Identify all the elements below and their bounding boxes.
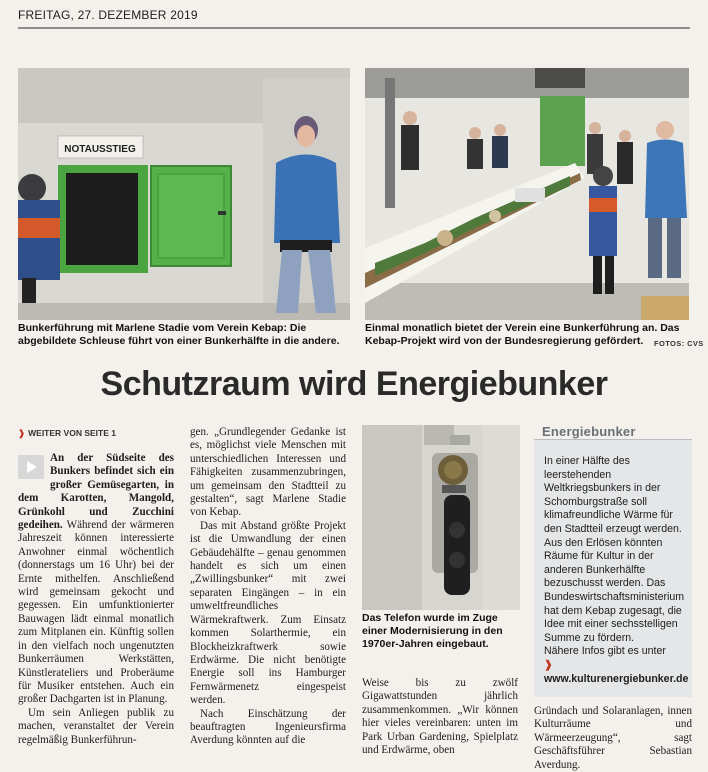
photo-telephone-caption: Das Telefon wurde im Zuge einer Modernisierung in den 1970er-Jahren eingebaut. — [362, 612, 503, 650]
info-box-text — [544, 455, 689, 686]
info-box — [534, 425, 692, 697]
info-box-link[interactable]: www.kulturenergiebunker.de — [544, 672, 689, 685]
photo-bunker-model — [365, 68, 689, 320]
article-column-4 — [534, 705, 692, 772]
article-headline: Schutzraum wird Energiebunker — [100, 365, 608, 403]
article-col2-paragraph-3: Nach Einschätzung der beauftragten Ingenieursfirma Averdung könnten auf die — [190, 707, 346, 747]
info-box-more: Nähere Infos gibt es unter — [544, 645, 666, 658]
photo-telephone — [362, 425, 520, 610]
info-box-body: In einer Hälfte des leerstehenden Weltkriegsbunkers in der Schomburgstraße soll klimafreundliche Wärme für den Stadtteil erzeugt werden. Aus den Erlösen könnten Räume für Kultur in der anderen Bunkerhälfte bezuschusst werden. Das Bundeswirtschaftsministerium hat dem Kebap zugesagt, die Idee mit einer sechsstelligen Summe zu fördern. — [544, 455, 685, 644]
article-col1-paragraph-2: Um sein Anliegen publik zu machen, veranstaltet der Verein regelmäßig Bunkerführun- — [18, 706, 174, 746]
article-col2-paragraph-2: Das mit Abstand größte Projekt ist die Umwandlung der einen Gebäudehälfte – genau genommen handelt es sich um einen „Zwillingsbunker“ mit zwei separaten Eingängen – in ein umweltfreundliches Wärmekraftwerk. Zum Einsatz kommen Solarthermie, ein Blockheizkraftwerk sowie Erdwärme. Die nicht benötigte Energie soll ins Hamburger Fernwärmenetz eingespeist werden. — [190, 519, 346, 707]
notausstieg-sign: NOTAUSSTIEG — [64, 144, 136, 155]
article-col1-text: Während der wärmeren Jahreszeit können interessierte Anwohner einmal wöchentlich (donnerstags um 16 Uhr) bei der Ernte mithelfen. Anschließend wird gemeinsam gekocht und gegessen. Ein umfunktionierter Bauwagen lädt einmal monatlich zum Mitplanen ein. Künftig sollen in den vielfach noch ungenutzten Bunkerräumen Werkstätten, Künstlerateliers und Proberäume für Musiker entstehen. Auch ein großer Dachgarten ist in Planung. — [18, 519, 174, 706]
photo-credit: FOTOS: CVS — [654, 339, 704, 348]
article-col3-paragraph-1: Weise bis zu zwölf Gigawattstunden jährlich zusammenkommen. „Wir können hier vieles vereinbaren: unten im Park Urban Gardening, Spielplatz und Erdwärme, oben — [362, 677, 518, 757]
photo-bunker-hatch-caption: Bunkerführung mit Marlene Stadie vom Verein Kebap: Die abgebildete Schleuse führt von einer Bunkerhälfte in die andere. — [18, 322, 340, 347]
header-rule — [18, 27, 690, 29]
article-column-1 — [18, 452, 174, 747]
continued-from-kicker — [18, 428, 116, 439]
photo-bunker-model-caption: Einmal monatlich bietet der Verein eine Bunkerführung an. Das Kebap-Projekt wird von der Bundesregierung gefördert. — [365, 322, 680, 347]
article-lead: An der Südseite des Bunkers befindet sich ein großer Gemüsegarten, in dem Karotten, Mangold, Grünkohl und Zucchini gedeihen. — [18, 452, 174, 532]
info-box-title: Energiebunker — [534, 424, 692, 440]
play-icon — [18, 455, 44, 479]
photo-bunker-hatch — [18, 68, 350, 320]
article-col4-paragraph-1: Gründach und Solaranlagen, innen Kulturräume und Wärmeerzeugung“, sagt Geschäftsführer Sebastian Averdung. — [534, 705, 692, 771]
article-column-2 — [190, 426, 346, 748]
article-column-3 — [362, 677, 518, 757]
kicker-label: WEITER VON SEITE 1 — [28, 428, 116, 438]
page-dateline: FREITAG, 27. DEZEMBER 2019 — [18, 8, 198, 22]
chevron-right-icon: ❱ — [544, 658, 553, 671]
article-col2-paragraph-1: gen. „Grundlegender Gedanke ist es, möglichst viele Menschen mit unterschiedlichen Interessen und Fähigkeiten zusammenzubringen, um gemeinsam den Stadtteil zu gestalten“, sagt Marlene Stadie von Kebap. — [190, 426, 346, 519]
chevron-right-icon: ❱ — [18, 428, 26, 438]
